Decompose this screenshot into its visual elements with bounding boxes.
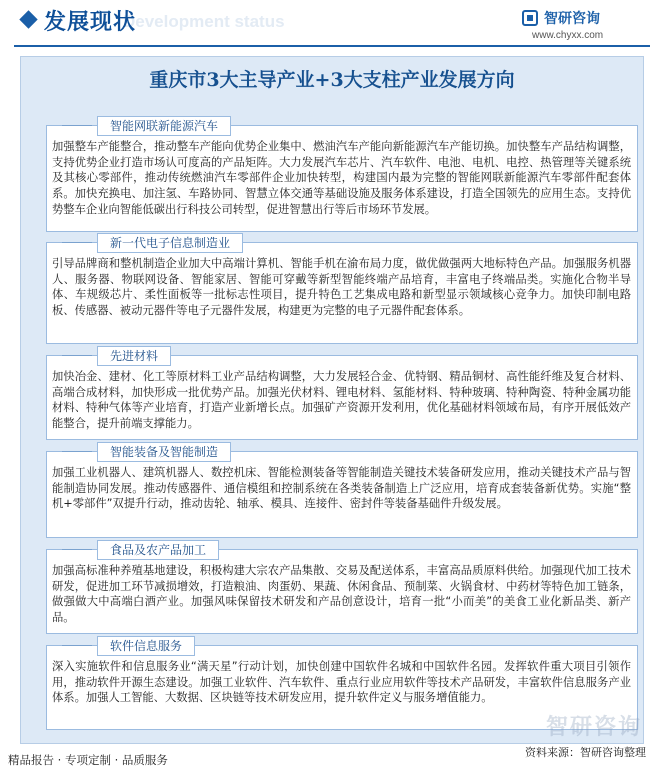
footer-watermark: 智研咨询: [545, 715, 642, 740]
section-tag: 先进材料: [97, 346, 171, 366]
section-food: [46, 543, 638, 634]
page-header: [0, 0, 664, 52]
section-text: 深入实施软件和信息服务业“满天星”行动计划，加快创建中国软件名城和中国软件名园。发挥软件重大项目引领作用，推动软件开源生态建设。加强工业软件、汽车软件、重点行业应用软件等技术产品研发，丰富软件信息服务产业体系。加强人工智能、大数据、区块链等技术研发应用，提升软件定义与服务增值能力。: [52, 660, 631, 705]
page-footer: [0, 715, 664, 778]
section-smart-manufacturing: [46, 445, 638, 538]
section-tag: 新一代电子信息制造业: [97, 233, 243, 253]
section-electronics: [46, 236, 638, 344]
logo-icon: [522, 10, 538, 26]
section-tag: 食品及农产品加工: [97, 540, 219, 560]
header-watermark-en: Development status: [123, 12, 285, 31]
panel-title: 重庆市3大主导产业+3大支柱产业发展方向: [149, 69, 515, 91]
page-title: 发展现状: [44, 10, 137, 35]
section-text: 加强工业机器人、建筑机器人、数控机床、智能检测装备等智能制造关键技术装备研发应用，推动关键技术产品与智能制造协同发展。推动传感器件、通信模组和控制系统在各类装备制造上广泛应用，培育成套装备新优势。实施“整机+零部件”双提升行动，推动齿轮、轴承、模具、连接件、密封件等装备基础件升级发展。: [52, 466, 631, 511]
header-divider: [14, 45, 650, 47]
brand-url: www.chyxx.com: [532, 30, 604, 41]
diamond-icon: [19, 10, 37, 28]
section-tag: 软件信息服务: [97, 636, 195, 656]
brand-logo: [522, 8, 642, 46]
section-text: 加强高标准种养殖基地建设，积极构建大宗农产品集散、交易及配送体系，丰富高品质原料供给。加强现代加工技术研发，促进加工环节减损增效，打造粮油、肉蛋奶、果蔬、休闲食品、预制菜、火锅食材、中药材等特色加工链条，做强做大中高端白酒产业。加强风味保留技术研发和产品创意设计，培育一批“小而美”的美食工业化新品类、新产品。: [52, 564, 631, 625]
content-panel: [20, 56, 644, 744]
section-text: 加快冶金、建材、化工等原材料工业产品结构调整，大力发展轻合金、优特钢、精品铜材、高性能纤维及复合材料、高端合成材料，加快形成一批优势产品。加强光伏材料、锂电材料、氢能材料、特种玻璃、特种陶瓷、特种金属功能材料、特种气体等产业培育，打造产业新增长点。加强矿产资源开发利用，优化基础材料领域布局，有序开展低效产能整合，提升前端支撑能力。: [52, 370, 631, 431]
section-materials: [46, 349, 638, 440]
source-note: 资料来源：智研咨询整理: [525, 746, 646, 759]
section-text: 加强整车产能整合，推动整车产能向优势企业集中、燃油汽车产能向新能源汽车产能切换。加快整车产品结构调整，支持优势企业打造市场认可度高的产品矩阵。大力发展汽车芯片、汽车软件、电池、电机、电控、热管理等关键系统及其核心零部件，推动传统燃油汽车零部件企业加快转型，构建国内最为完整的智能网联新能源汽车零部件配套体系。加快充换电、加注氢、车路协同、智慧立体交通等基础设施及服务体系建设，打造全国领先的应用生态。支持优势整车企业向智能低碳出行科技公司转型，促进智慧出行等后市场环节发展。: [52, 140, 631, 216]
section-tag: 智能装备及智能制造: [97, 442, 231, 462]
brand-name: 智研咨询: [544, 11, 600, 27]
section-ev: [46, 119, 638, 232]
section-text: 引导品牌商和整机制造企业加大中高端计算机、智能手机在渝布局力度，做优做强两大地标特色产品。加强服务机器人、服务器、物联网设备、智能家居、智能可穿戴等新型智能终端产品培育，丰富电子终端品类。实施化合物半导体、车规级芯片、柔性面板等一批标志性项目，提升特色工艺集成电路和新型显示领域核心竞争力。加快印制电路板、传感器、被动元器件等电子元器件发展，构建更为完整的电子元器件配套体系。: [52, 257, 631, 318]
footer-slogan: 精品报告 · 专项定制 · 品质服务: [8, 753, 168, 767]
section-tag: 智能网联新能源汽车: [97, 116, 231, 136]
